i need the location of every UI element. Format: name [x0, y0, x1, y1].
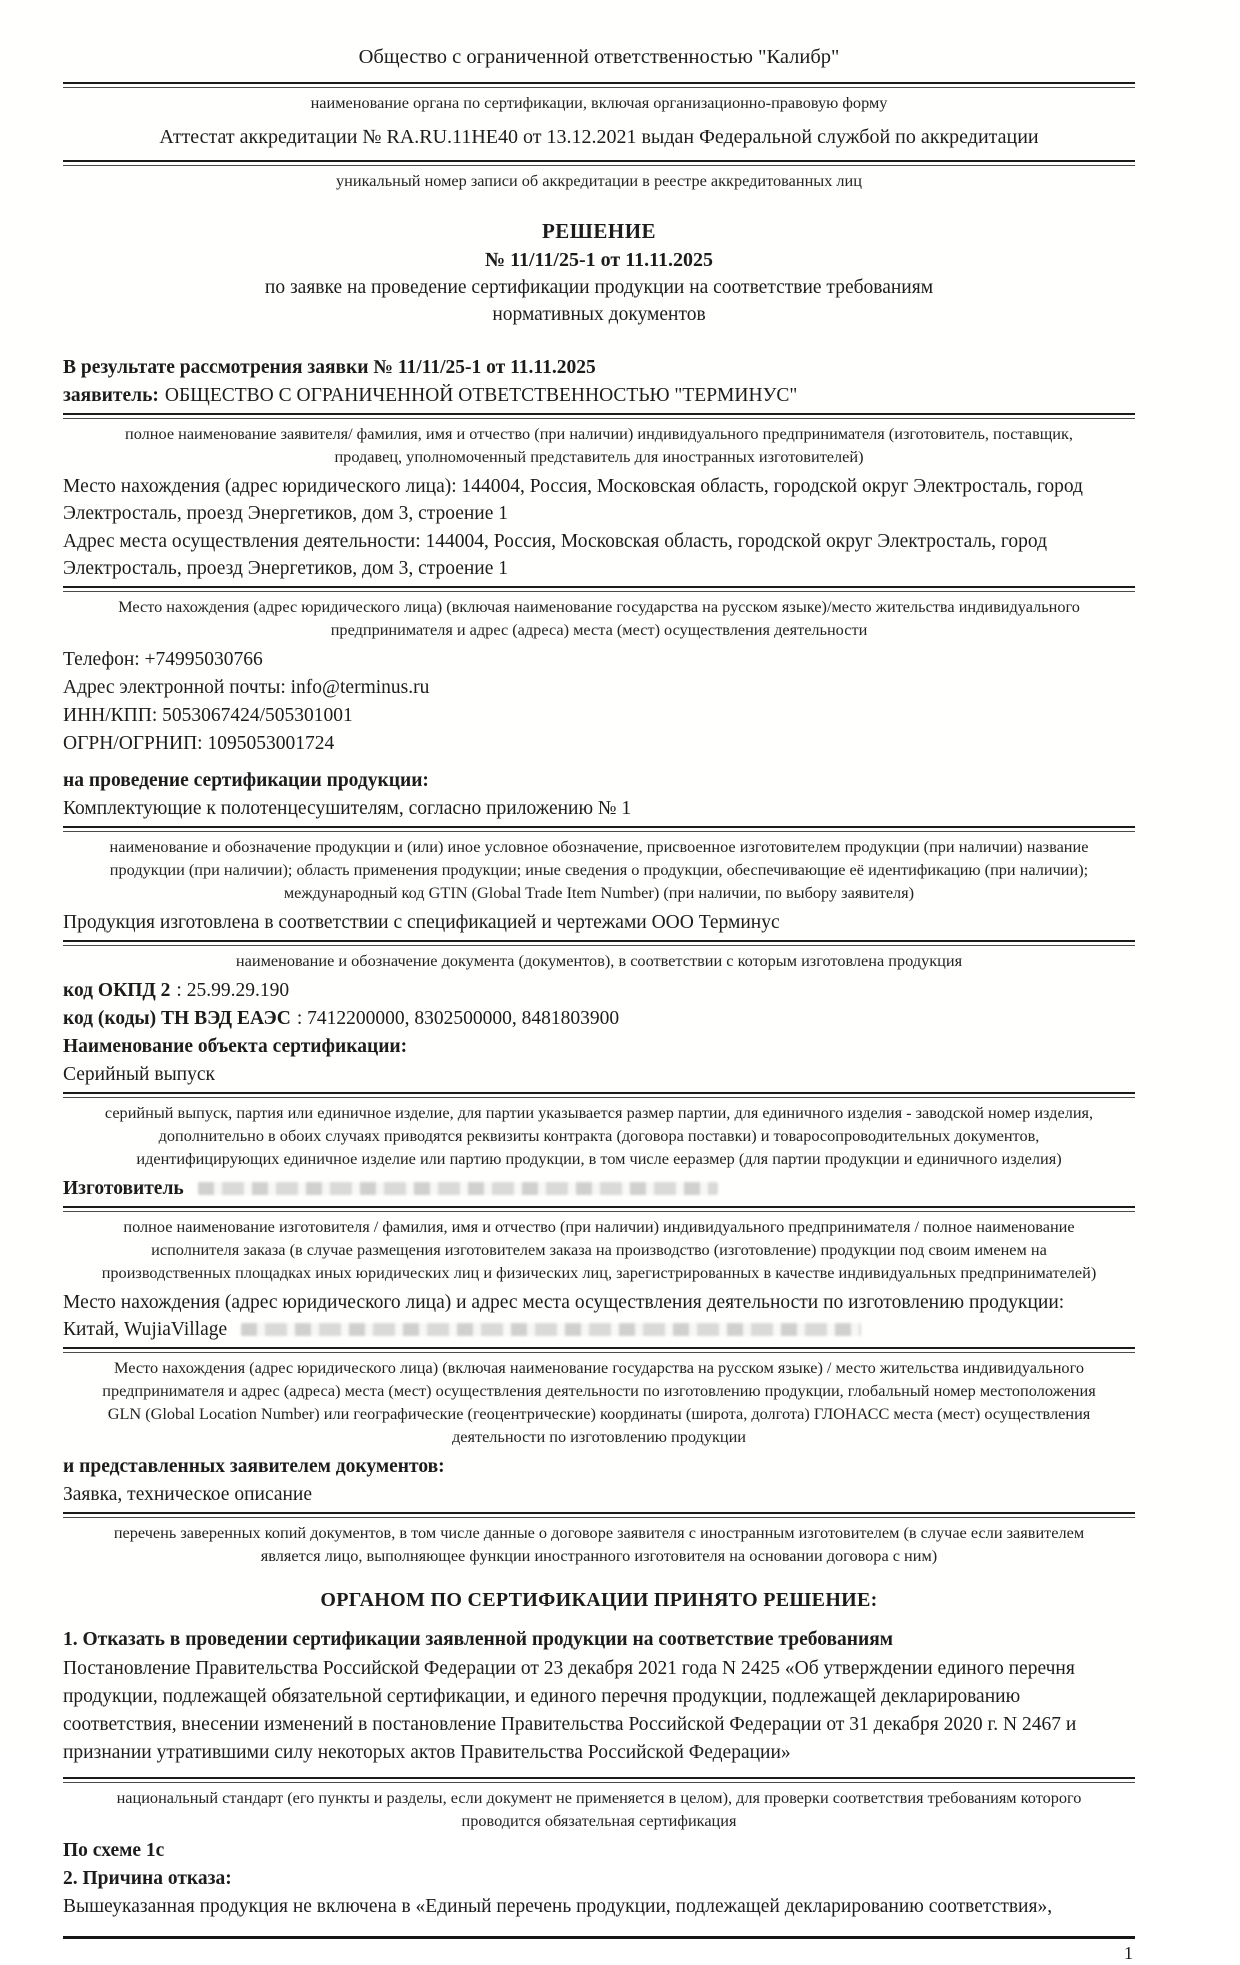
decision-item1-label: 1. Отказать в проведении сертификации заявленной продукции на соответствие требованиям — [63, 1629, 894, 1650]
applicant-line — [63, 382, 1135, 409]
document-title: РЕШЕНИЕ — [541, 219, 657, 243]
decision-item1-text: Постановление Правительства Российской Федерации от 23 декабря 2021 года N 2425 «Об утверждении единого перечня продукции, подлежащей обязательной сертификации, и единого перечня продукции, подлежащей декларированию соответствия, внесении изменений в постановление Правительства Российской Федерации от 31 декабря 2020 г. N 2467 и признании утратившими силу некоторых актов Правительства Российской Федерации» — [63, 1658, 1077, 1763]
applicant-legal-address: Место нахождения (адрес юридического лица): 144004, Россия, Московская область, городской округ Электросталь, город Электросталь, проезд Энергетиков, дом 3, строение 1 — [63, 476, 1083, 524]
okpd-label: код ОКПД 2 — [63, 980, 171, 1001]
product-name-caption: наименование и обозначение продукции и (или) иное условное обозначение, присвоенное изготовителем продукции (при наличии) название продукции (при наличии); область применения продукции; иные сведения о продукции, обеспечивающие её идентификацию (при наличии); международный код GTIN (Global Trade Item Number) (при наличии, по выбору заявителя) — [109, 837, 1089, 902]
applicant-email: Адрес электронной почты: info@terminus.ru — [63, 677, 430, 698]
manufacturer-address-caption: Место нахождения (адрес юридического лица) (включая наименование государства на русском языке) / место жительства индивидуального предпринимателя и адрес (адреса) места (мест) осуществления деятельности по изготовлению продукции, глобальный номер местоположения GLN (Global Location Number) или географические (геоцентрические) координаты (широта, долгота) ГЛОНАСС места (мест) осуществления деятельности по изготовлению продукции — [102, 1358, 1096, 1446]
separator-line — [63, 1512, 1135, 1518]
applicant-name: ОБЩЕСТВО С ОГРАНИЧЕННОЙ ОТВЕТСТВЕННОСТЬЮ "ТЕРМИНУС" — [164, 385, 798, 406]
documents-caption: перечень заверенных копий документов, в том числе данные о договоре заявителя с иностранным изготовителем (в случае если заявителем является лицо, выполняющее функции иностранного изготовителя на основании договора с ним) — [113, 1523, 1085, 1565]
applicant-label: заявитель: — [63, 385, 159, 406]
documents-value: Заявка, техническое описание — [63, 1484, 313, 1505]
page-number: 1 — [1124, 1943, 1133, 1963]
certification-object-value: Серийный выпуск — [63, 1064, 215, 1085]
separator-line — [63, 160, 1135, 166]
accreditation-line: Аттестат аккредитации № RA.RU.11НЕ40 от 13.12.2021 выдан Федеральной службой по аккредитации — [159, 126, 1039, 148]
applicant-phone: Телефон: +74995030766 — [63, 649, 263, 670]
separator-line — [63, 82, 1135, 88]
applicant-activity-address: Адрес места осуществления деятельности: 144004, Россия, Московская область, городской округ Электросталь, город Электросталь, проезд Энергетиков, дом 3, строение 1 — [63, 531, 1048, 579]
decision-item2-text: Вышеуказанная продукция не включена в «Единый перечень продукции, подлежащей декларированию соответствия», — [63, 1896, 1053, 1917]
applicant-address-caption: Место нахождения (адрес юридического лица) (включая наименование государства на русском языке)/место жительства индивидуального предпринимателя и адрес (адреса) места (мест) осуществления деятельности — [118, 597, 1080, 639]
manufacturer-address-row — [63, 1316, 1135, 1343]
product-doc-caption: наименование и обозначение документа (документов), в соответствии с которым изготовлена продукция — [235, 951, 963, 970]
document-subtitle-line2: нормативных документов — [492, 304, 706, 325]
applicant-caption: полное наименование заявителя/ фамилия, имя и отчество (при наличии) индивидуального предпринимателя (изготовитель, поставщик, продавец, уполномоченный представитель для иностранных изготовителей) — [125, 424, 1073, 466]
footer-line — [63, 1936, 1135, 1939]
application-result-line: В результате рассмотрения заявки № 11/11/25-1 от 11.11.2025 — [63, 357, 596, 378]
separator-line — [63, 1347, 1135, 1353]
document-number: № 11/11/25-1 от 11.11.2025 — [484, 249, 714, 271]
certification-body-caption: наименование органа по сертификации, включая организационно-правовую форму — [310, 93, 888, 112]
applicant-inn-kpp: ИНН/КПП: 5053067424/505301001 — [63, 705, 353, 726]
decision-item2-label: 2. Причина отказа: — [63, 1868, 232, 1889]
bleed-through-artifact — [198, 1182, 718, 1195]
okpd-value: : 25.99.29.190 — [176, 980, 290, 1001]
separator-line — [63, 1092, 1135, 1098]
document-subtitle-line1: по заявке на проведение сертификации продукции на соответствие требованиям — [264, 277, 934, 298]
decision-item1-caption: национальный стандарт (его пункты и разделы, если документ не применяется в целом), для проверки соответствия требованиям которого проводится обязательная сертификация — [116, 1788, 1082, 1830]
product-name: Комплектующие к полотенцесушителям, согласно приложению № 1 — [63, 798, 632, 819]
tnved-label: код (коды) ТН ВЭД ЕАЭС — [63, 1008, 291, 1029]
tnved-value: : 7412200000, 8302500000, 8481803900 — [296, 1008, 620, 1029]
manufacturer-caption: полное наименование изготовителя / фамилия, имя и отчество (при наличии) индивидуального предпринимателя / полное наименование исполнителя заказа (в случае размещения изготовителем заказа на производство (изготовление) продукции под своим именем на производственных площадках иных юридических лиц и физических лиц, зарегистрированных в качестве индивидуальных предпринимателей) — [101, 1217, 1097, 1282]
product-made-according: Продукция изготовлена в соответствии с спецификацией и чертежами ООО Терминус — [63, 912, 780, 933]
separator-line — [63, 586, 1135, 592]
certification-object-label: Наименование объекта сертификации: — [63, 1036, 408, 1057]
separator-line — [63, 413, 1135, 419]
bleed-through-artifact — [241, 1323, 861, 1336]
manufacturer-label: Изготовитель — [63, 1178, 184, 1199]
product-section-label: на проведение сертификации продукции: — [63, 770, 429, 791]
accreditation-caption: уникальный номер записи об аккредитации в реестре аккредитованных лиц — [336, 171, 862, 190]
manufacturer-heading-row — [63, 1175, 1135, 1202]
separator-line — [63, 940, 1135, 946]
tnved-code-line — [63, 1005, 1135, 1032]
okpd-code-line — [63, 977, 1135, 1004]
separator-line — [63, 826, 1135, 832]
manufacturer-address-intro: Место нахождения (адрес юридического лица) и адрес места осуществления деятельности по изготовлению продукции: — [63, 1292, 1065, 1313]
certification-object-caption: серийный выпуск, партия или единичное изделие, для партии указывается размер партии, для единичного изделия - заводской номер изделия, дополнительно в обоих случаях приводятся реквизиты контракта (договора поставки) и товаросопроводительных документов, идентифицирующих единичное изделие или партию продукции, в том числе ееразмер (для партии продукции и единичного изделия) — [104, 1103, 1094, 1168]
certification-body-name: Общество с ограниченной ответственностью "Калибр" — [358, 46, 840, 68]
manufacturer-address-value: Китай, WujiaVillage — [63, 1319, 228, 1340]
documents-label: и представленных заявителем документов: — [63, 1456, 445, 1477]
decision-scheme: По схеме 1с — [63, 1840, 165, 1861]
decision-heading: ОРГАНОМ ПО СЕРТИФИКАЦИИ ПРИНЯТО РЕШЕНИЕ: — [320, 1589, 878, 1611]
separator-line — [63, 1777, 1135, 1783]
separator-line — [63, 1206, 1135, 1212]
applicant-ogrn: ОГРН/ОГРНИП: 1095053001724 — [63, 733, 335, 754]
